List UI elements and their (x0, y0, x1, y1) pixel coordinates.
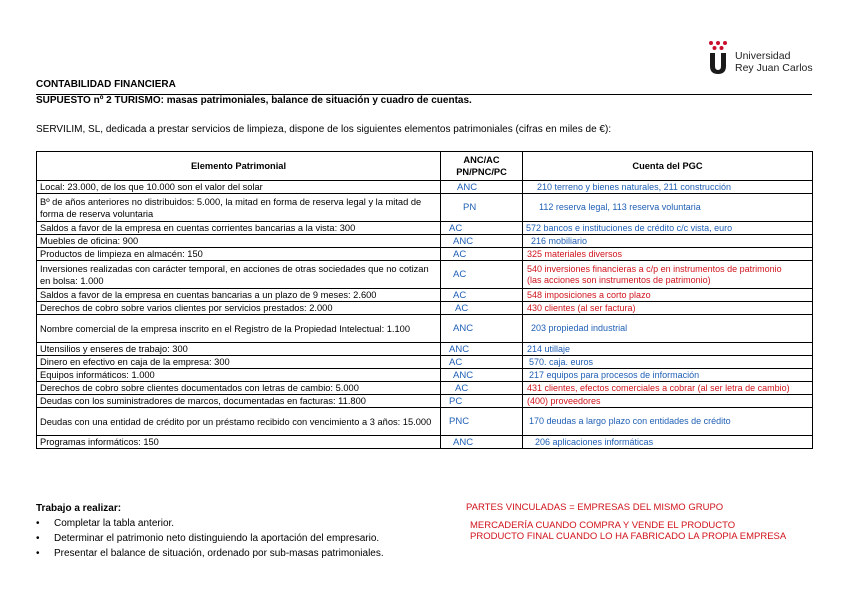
class-cell: AC (441, 248, 523, 261)
class-cell: PNC (441, 408, 523, 436)
table-row (37, 222, 813, 235)
table-row (37, 408, 813, 436)
account-text: 210 terreno y bienes naturales, 211 construcción (537, 181, 731, 192)
class-cell: ANC (441, 315, 523, 343)
account-text: 548 imposiciones a corto plazo (527, 289, 651, 300)
table-row (37, 235, 813, 248)
university-name-line2: Rey Juan Carlos (735, 61, 813, 74)
table-row (37, 382, 813, 395)
element-cell: Muebles de oficina: 900 (37, 235, 441, 248)
table-row (37, 194, 813, 222)
element-cell: Utensilios y enseres de trabajo: 300 (37, 343, 441, 356)
task-text: Presentar el balance de situación, ordenado por sub-masas patrimoniales. (54, 548, 384, 559)
note-related-parties: PARTES VINCULADAS = EMPRESAS DEL MISMO GRUPO (466, 502, 724, 513)
table-row (37, 356, 813, 369)
account-text: 217 equipos para procesos de información (529, 369, 700, 380)
university-name (735, 51, 813, 74)
element-cell: Dinero en efectivo en caja de la empresa: 300 (37, 356, 441, 369)
element-cell: Derechos de cobro sobre varios clientes por servicios prestados: 2.000 (37, 302, 441, 315)
element-cell: Nombre comercial de la empresa inscrito en el Registro de la Propiedad Intelectual: 1.100 (37, 315, 441, 343)
table-row (37, 302, 813, 315)
element-cell: Bº de años anteriores no distribuidos: 5.000, la mitad en forma de reserva legal y la mitad de forma de reserva voluntaria (37, 194, 441, 222)
assets-table (36, 151, 813, 449)
account-text: 206 aplicaciones informáticas (535, 436, 654, 447)
class-cell: AC (441, 382, 523, 395)
urjc-crest-icon (707, 40, 729, 74)
account-text: 572 bancos e instituciones de crédito c/c vista, euro (526, 222, 733, 233)
account-cell (523, 369, 813, 382)
task-item: • Completar la tabla anterior. (36, 518, 175, 529)
account-cell (523, 395, 813, 408)
element-cell: Saldos a favor de la empresa en cuentas bancarias a un plazo de 9 meses: 2.600 (37, 289, 441, 302)
table-row (37, 436, 813, 449)
table-header-row (37, 152, 813, 181)
class-cell: PN (441, 194, 523, 222)
element-cell: Productos de limpieza en almacén: 150 (37, 248, 441, 261)
class-cell: AC (441, 222, 523, 235)
account-text: 203 propiedad industrial (531, 323, 628, 333)
table-row (37, 395, 813, 408)
account-cell (523, 222, 813, 235)
class-cell: PC (441, 395, 523, 408)
account-cell (523, 261, 813, 289)
table-row (37, 315, 813, 343)
header-element: Elemento Patrimonial (37, 152, 441, 181)
account-text: 325 materiales diversos (527, 248, 623, 259)
account-cell (523, 248, 813, 261)
task-text: Determinar el patrimonio neto distinguiendo la aportación del empresario. (54, 533, 380, 544)
class-cell: AC (441, 302, 523, 315)
class-cell: ANC (441, 369, 523, 382)
class-cell: ANC (441, 343, 523, 356)
element-cell: Equipos informáticos: 1.000 (37, 369, 441, 382)
element-cell: Inversiones realizadas con carácter temporal, en acciones de otras sociedades que no cotizan en bolsa: 1.000 (37, 261, 441, 289)
header-class (441, 152, 523, 181)
task-text: Completar la tabla anterior. (54, 518, 175, 529)
account-cell (523, 315, 813, 343)
account-text: 170 deudas a largo plazo con entidades de crédito (529, 416, 731, 426)
account-cell (523, 235, 813, 248)
class-cell: AC (441, 261, 523, 289)
task-item: • Determinar el patrimonio neto distinguiendo la aportación del empresario. (36, 533, 380, 544)
subject-title: CONTABILIDAD FINANCIERA (36, 79, 176, 90)
class-cell: AC (441, 289, 523, 302)
account-note: (las acciones son instrumentos de patrimonio) (527, 274, 711, 285)
table-row (37, 181, 813, 194)
account-text: 216 mobiliario (531, 235, 588, 246)
university-name-line1: Universidad (735, 50, 791, 62)
account-cell (523, 356, 813, 369)
account-text: 112 reserva legal, 113 reserva voluntaria (539, 202, 701, 212)
intro-text: SERVILIM, SL, dedicada a prestar servicios de limpieza, dispone de los siguientes elementos patrimoniales (cifras en miles de €): (36, 124, 612, 135)
account-text: 540 inversiones financieras a c/p en instrumentos de patrimonio (527, 263, 782, 274)
account-text: (400) proveedores (527, 395, 601, 406)
note-final-product: PRODUCTO FINAL CUANDO LO HA FABRICADO LA PROPIA EMPRESA (470, 531, 787, 542)
task-item: • Presentar el balance de situación, ordenado por sub-masas patrimoniales. (36, 548, 384, 559)
element-cell: Derechos de cobro sobre clientes documentados con letras de cambio: 5.000 (37, 382, 441, 395)
note-merchandise: MERCADERÍA CUANDO COMPRA Y VENDE EL PRODUCTO (470, 520, 736, 531)
account-cell (523, 343, 813, 356)
account-text: 214 utillaje (527, 343, 571, 354)
header-account: Cuenta del PGC (523, 152, 813, 181)
header-class-line1: ANC/AC (463, 155, 500, 165)
header-class-line2: PN/PNC/PC (456, 167, 507, 177)
table-row (37, 343, 813, 356)
tasks-title: Trabajo a realizar: (36, 503, 122, 514)
account-cell (523, 289, 813, 302)
class-cell: AC (441, 356, 523, 369)
element-cell: Deudas con los suministradores de marcos, documentadas en facturas: 11.800 (37, 395, 441, 408)
account-text: 430 clientes (al ser factura) (527, 302, 636, 313)
element-cell: Local: 23.000, de los que 10.000 son el valor del solar (37, 181, 441, 194)
exercise-title: SUPUESTO nº 2 TURISMO: masas patrimoniales, balance de situación y cuadro de cuentas. (36, 95, 472, 106)
class-cell: ANC (441, 235, 523, 248)
table-row (37, 248, 813, 261)
account-text: 570. caja. euros (529, 356, 594, 367)
account-cell (523, 382, 813, 395)
account-cell (523, 181, 813, 194)
element-cell: Deudas con una entidad de crédito por un préstamo recibido con vencimiento a 3 años: 15.000 (37, 408, 441, 436)
element-cell: Saldos a favor de la empresa en cuentas corrientes bancarias a la vista: 300 (37, 222, 441, 235)
account-cell (523, 408, 813, 436)
class-cell: ANC (441, 436, 523, 449)
table-row (37, 261, 813, 289)
class-cell: ANC (441, 181, 523, 194)
account-cell (523, 194, 813, 222)
account-cell (523, 302, 813, 315)
table-row (37, 369, 813, 382)
account-cell (523, 436, 813, 449)
table-row (37, 289, 813, 302)
account-text: 431 clientes, efectos comerciales a cobrar (al ser letra de cambio) (527, 382, 790, 393)
element-cell: Programas informáticos: 150 (37, 436, 441, 449)
